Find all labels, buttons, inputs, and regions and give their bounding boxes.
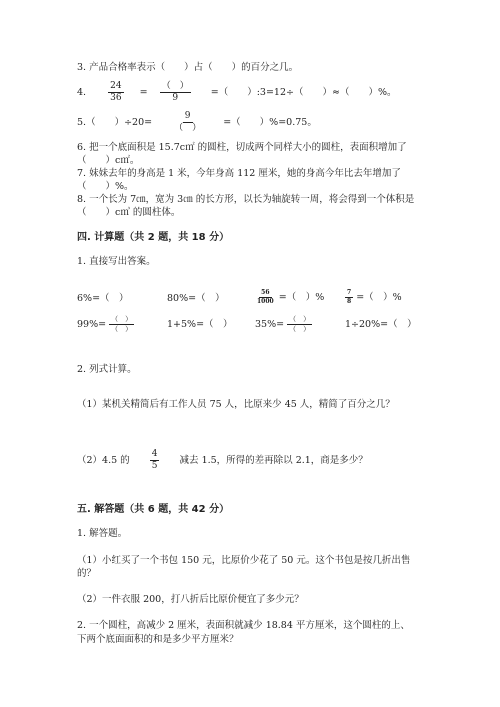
question-4-number: 4. (77, 87, 87, 98)
equals-sign: = (139, 87, 148, 98)
question-4-rest: =（ ）:3=12÷（ ）≈（ ）%。 (210, 87, 397, 98)
question-7-line-2: （ ）%。 (77, 181, 134, 192)
calc-item: 6%=（ ） (77, 293, 129, 304)
section-4-question-2-2 (77, 448, 368, 474)
calc-row-1 (77, 290, 477, 308)
fraction-9-blank (172, 112, 203, 133)
fraction-56-1000 (255, 290, 276, 305)
calc-item (255, 290, 324, 305)
section-5-question-1: 1. 解答题。 (77, 528, 128, 539)
calc-item (77, 316, 134, 333)
section-5-title: 五. 解答题（共 6 题，共 42 分） (77, 504, 230, 515)
section-5-question-1-2: （2）一件衣服 200，打八折后比原价便宜了多少元？ (77, 594, 304, 605)
section-5-question-1-1-line-2: 的？ (77, 568, 97, 579)
fraction-blank-blank (109, 316, 134, 333)
calc-row-2 (77, 316, 477, 336)
fraction-numerator: （ ） (161, 81, 189, 91)
fraction-4-5 (150, 450, 160, 471)
question-prefix: （2）4.5 的 (77, 455, 130, 466)
section-5-question-2-line-1: 2. 一个圆柱，高减少 2 厘米，表面积就减少 18.84 平方厘米，这个圆柱的上、 (77, 620, 410, 631)
calc-item (345, 290, 402, 305)
fraction-blank-blank (287, 316, 312, 333)
fraction-7-8 (345, 290, 353, 305)
section-4-question-2-1: （1）某机关精简后有工作人员 75 人，比原来少 45 人，精简了百分之几？ (77, 399, 395, 410)
question-8-line-1: 8. 一个长为 7㎝，宽为 3㎝ 的长方形，以长为轴旋转一周，将会得到一个体积是 (77, 194, 415, 205)
calc-item-rest: =（ ）% (356, 292, 402, 303)
question-6-line-2: （ ）c㎡。 (77, 155, 140, 166)
fraction-numerator: （ ） (111, 315, 133, 323)
fraction-numerator: 24 (110, 81, 122, 91)
section-4-question-2: 2. 列式计算。 (77, 364, 137, 375)
fraction-denominator: （ ） (289, 325, 311, 333)
fraction-denominator: 5 (151, 461, 158, 471)
calc-item: 1+5%=（ ） (167, 319, 233, 330)
calc-item-rest: =（ ）% (278, 292, 325, 303)
calc-item: 1÷20%=（ ） (345, 319, 417, 330)
fraction-numerator: 56 (261, 289, 270, 296)
section-5-question-1-1-line-1: （1）小红买了一个书包 150 元，比原价少花了 50 元。这个书包是按几折出售 (77, 555, 411, 566)
section-4-title: 四. 计算题（共 2 题，共 18 分） (77, 232, 230, 243)
question-7-line-1: 7. 妹妹去年的身高是 1 米，今年身高 112 厘米，她的身高今年比去年增加了 (77, 168, 401, 179)
fraction-numerator: 4 (151, 449, 158, 459)
calc-item: 80%=（ ） (167, 293, 225, 304)
fraction-denominator: （ ） (111, 325, 133, 333)
question-8-line-2: （ ）c㎥ 的圆柱体。 (77, 207, 181, 218)
question-5-rest: =（ ）%=0.75。 (223, 117, 317, 128)
fraction-denominator: （ ） (174, 123, 202, 133)
fraction-numerator: 7 (347, 289, 352, 296)
fraction-numerator: 9 (184, 111, 191, 121)
fraction-denominator: 36 (110, 93, 122, 103)
question-6-line-1: 6. 把一个底面积是 15.7c㎡ 的圆柱，切成两个同样大小的圆柱，表面积增加了 (77, 142, 407, 153)
question-3: 3. 产品合格率表示（ ）占（ ）的百分之几。 (77, 62, 299, 73)
question-4 (77, 80, 396, 106)
question-5 (77, 110, 317, 136)
section-5-question-2-line-2: 下两个底面面积的和是多少平方厘米？ (77, 634, 239, 645)
fraction-24-36 (108, 82, 123, 103)
question-rest: 减去 1.5，所得的差再除以 2.1，商是多少？ (179, 455, 368, 466)
fraction-denominator: 9 (172, 93, 179, 103)
fraction-numerator: （ ） (289, 315, 311, 323)
question-5-prefix: 5.（ ）÷20= (77, 117, 153, 128)
fraction-denominator: 1000 (257, 298, 274, 305)
fraction-denominator: 8 (347, 298, 352, 305)
section-4-question-1: 1. 直接写出答案。 (77, 256, 156, 267)
fraction-blank-9 (160, 82, 191, 103)
calc-item-prefix: 35%= (255, 319, 285, 330)
calc-item (255, 316, 312, 333)
calc-item-prefix: 99%= (77, 319, 107, 330)
